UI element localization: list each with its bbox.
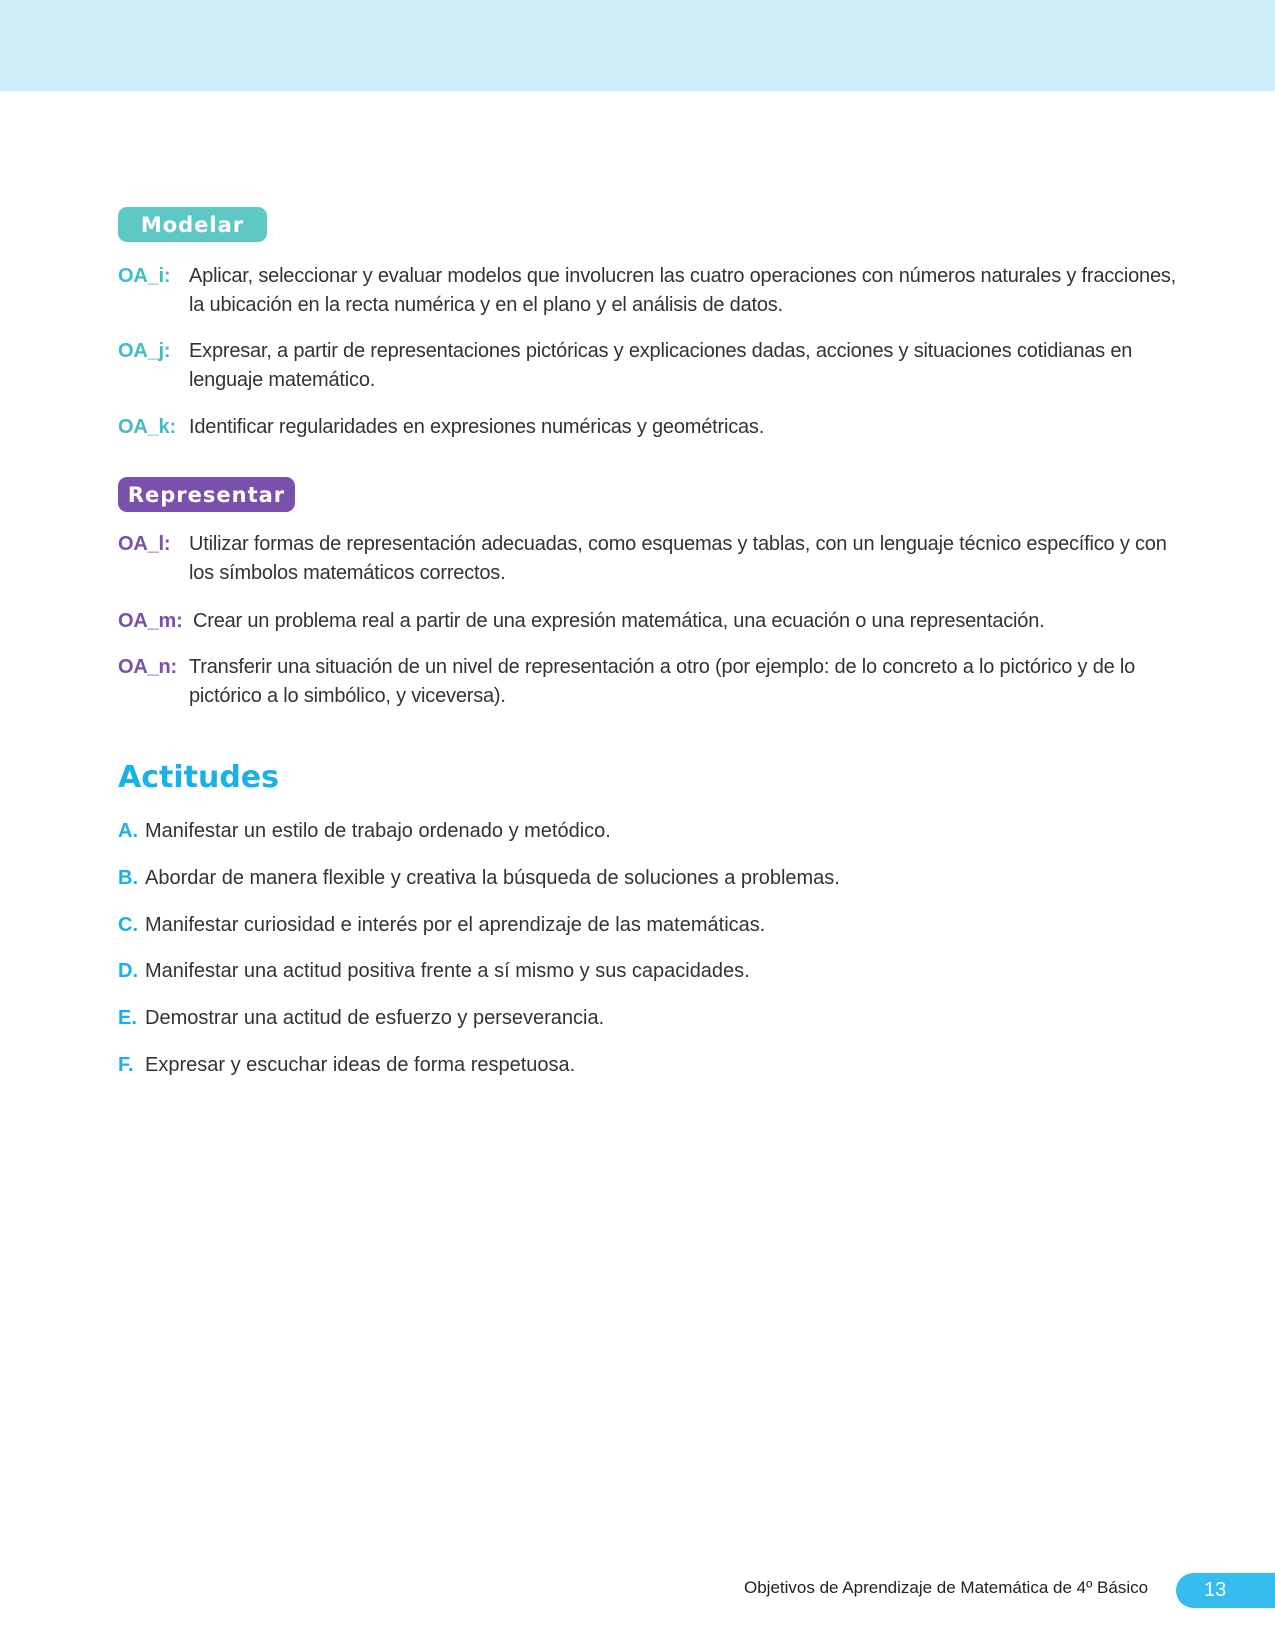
attitude-text: Manifestar un estilo de trabajo ordenado y metódico. <box>145 820 611 842</box>
attitude-text: Demostrar una actitud de esfuerzo y perseverancia. <box>145 1007 605 1029</box>
objective-label: OA_l: <box>118 533 171 555</box>
objective-text: Transferir una situación de un nivel de representación a otro (por ejemplo: de lo concreto a lo pictórico y de lo pictórico a lo simbólico, y viceversa). <box>189 656 1136 707</box>
objective-text: Utilizar formas de representación adecuadas, como esquemas y tablas, con un lenguaje técnico específico y con los símbolos matemáticos correctos. <box>189 533 1167 584</box>
page-number: 13 <box>1176 1573 1275 1608</box>
attitude-text: Abordar de manera flexible y creativa la búsqueda de soluciones a problemas. <box>145 867 840 889</box>
objective-item <box>118 607 1178 636</box>
objective-text: Aplicar, seleccionar y evaluar modelos que involucren las cuatro operaciones con números naturales y fracciones, la ubicación en la recta numérica y en el plano y el análisis de datos. <box>189 265 1177 316</box>
attitude-label: F. <box>118 1054 134 1076</box>
attitude-label: E. <box>118 1007 137 1029</box>
objective-item <box>118 413 1178 442</box>
section-badge-representar: Representar <box>118 477 295 512</box>
attitude-item <box>118 1051 575 1080</box>
attitude-item <box>118 817 611 846</box>
objective-item <box>118 337 1178 395</box>
objective-item <box>118 262 1178 320</box>
attitude-label: A. <box>118 820 138 842</box>
attitude-text: Manifestar curiosidad e interés por el aprendizaje de las matemáticas. <box>145 914 766 936</box>
objective-label: OA_i: <box>118 265 171 287</box>
actitudes-heading: Actitudes <box>118 760 280 795</box>
attitude-text: Expresar y escuchar ideas de forma respetuosa. <box>145 1054 576 1076</box>
objective-item <box>118 530 1178 588</box>
attitude-item <box>118 911 765 940</box>
footer-title: Objetivos de Aprendizaje de Matemática de 4º Básico <box>744 1578 1149 1597</box>
attitude-label: D. <box>118 960 138 982</box>
attitude-text: Manifestar una actitud positiva frente a sí mismo y sus capacidades. <box>145 960 750 982</box>
objective-label: OA_m: <box>118 610 183 632</box>
attitude-item <box>118 864 840 893</box>
objective-item <box>118 653 1178 711</box>
objective-text: Crear un problema real a partir de una expresión matemática, una ecuación o una representación. <box>193 610 1045 632</box>
header-band <box>0 0 1275 91</box>
objective-label: OA_k: <box>118 416 176 438</box>
objective-label: OA_n: <box>118 656 178 678</box>
attitude-label: C. <box>118 914 138 936</box>
attitude-label: B. <box>118 867 138 889</box>
objective-text: Identificar regularidades en expresiones numéricas y geométricas. <box>189 416 765 438</box>
objective-text: Expresar, a partir de representaciones pictóricas y explicaciones dadas, acciones y situaciones cotidianas en lenguaje matemático. <box>189 340 1133 391</box>
attitude-item <box>118 1004 604 1033</box>
attitude-item <box>118 957 750 986</box>
section-badge-modelar: Modelar <box>118 207 267 242</box>
objective-label: OA_j: <box>118 340 171 362</box>
